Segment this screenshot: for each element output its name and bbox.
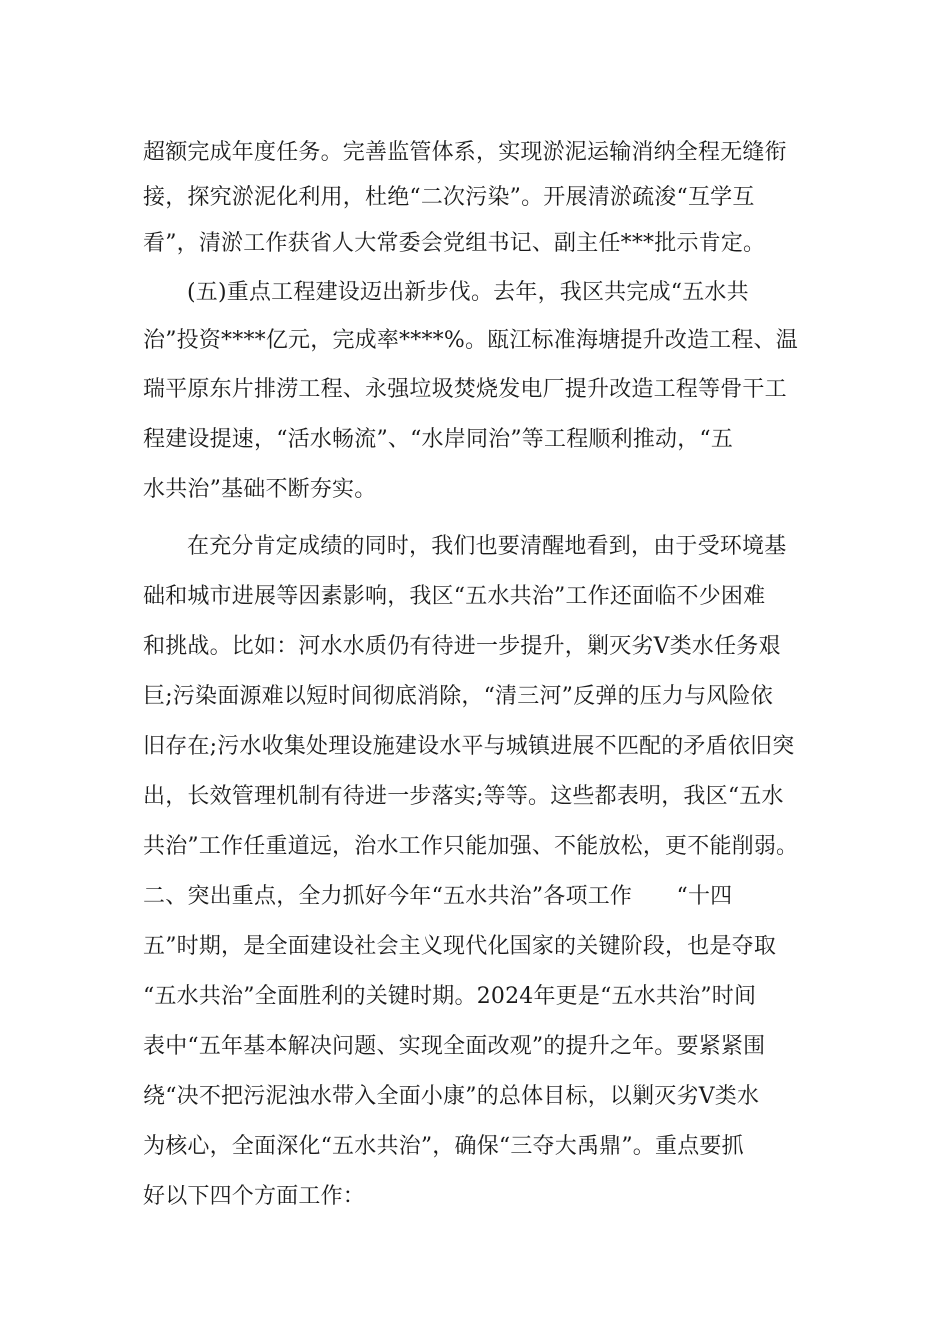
text-line: “五水共治”全面胜利的关键时期。2024年更是“五水共治”时间 <box>143 984 757 1009</box>
text-line: 旧存在;污水收集处理设施建设水平与城镇进展不匹配的矛盾依旧突 <box>143 734 795 759</box>
text-line: 程建设提速，“活水畅流”、“水岸同治”等工程顺利推动，“五 <box>143 427 734 452</box>
text-line: 超额完成年度任务。完善监管体系，实现淤泥运输消纳全程无缝衔 <box>143 140 787 165</box>
paragraph-start: 在充分肯定成绩的同时，我们也要清醒地看到，由于受环境基 <box>187 534 787 559</box>
text-line: 瑞平原东片排涝工程、永强垃圾焚烧发电厂提升改造工程等骨干工 <box>143 377 787 402</box>
section-heading-five: (五)重点工程建设迈出新步伐。去年，我区共完成“五水共 <box>187 280 749 305</box>
text-line: 看”，清淤工作获省人大常委会党组书记、副主任***批示肯定。 <box>143 231 766 256</box>
text-line: 绕“决不把污泥浊水带入全面小康”的总体目标，以剿灭劣Ⅴ类水 <box>143 1084 760 1109</box>
text-line: 表中“五年基本解决问题、实现全面改观”的提升之年。要紧紧围 <box>143 1034 766 1059</box>
text-line: 共治”工作任重道远，治水工作只能加强、不能放松，更不能削弱。 <box>143 834 799 859</box>
text-line: 巨;污染面源难以短时间彻底消除，“清三河”反弹的压力与风险依 <box>143 684 773 709</box>
text-line: 和挑战。比如：河水水质仍有待进一步提升，剿灭劣Ⅴ类水任务艰 <box>143 634 781 659</box>
section-heading-two: 二、突出重点，全力抓好今年“五水共治”各项工作 “十四 <box>143 884 733 909</box>
text-line: 接，探究淤泥化利用，杜绝“二次污染”。开展清淤疏浚“互学互 <box>143 185 755 210</box>
text-line: 础和城市进展等因素影响，我区“五水共治”工作还面临不少困难 <box>143 584 766 609</box>
text-line: 好以下四个方面工作： <box>143 1184 366 1209</box>
text-line: 为核心，全面深化“五水共治”，确保“三夺大禹鼎”。重点要抓 <box>143 1134 744 1159</box>
text-line: 五”时期，是全面建设社会主义现代化国家的关键阶段，也是夺取 <box>143 934 777 959</box>
text-line: 水共治”基础不断夯实。 <box>143 477 377 502</box>
text-line: 治”投资****亿元，完成率****%。瓯江标准海塘提升改造工程、温 <box>143 328 798 353</box>
text-line: 出，长效管理机制有待进一步落实;等等。这些都表明，我区“五水 <box>143 784 784 809</box>
